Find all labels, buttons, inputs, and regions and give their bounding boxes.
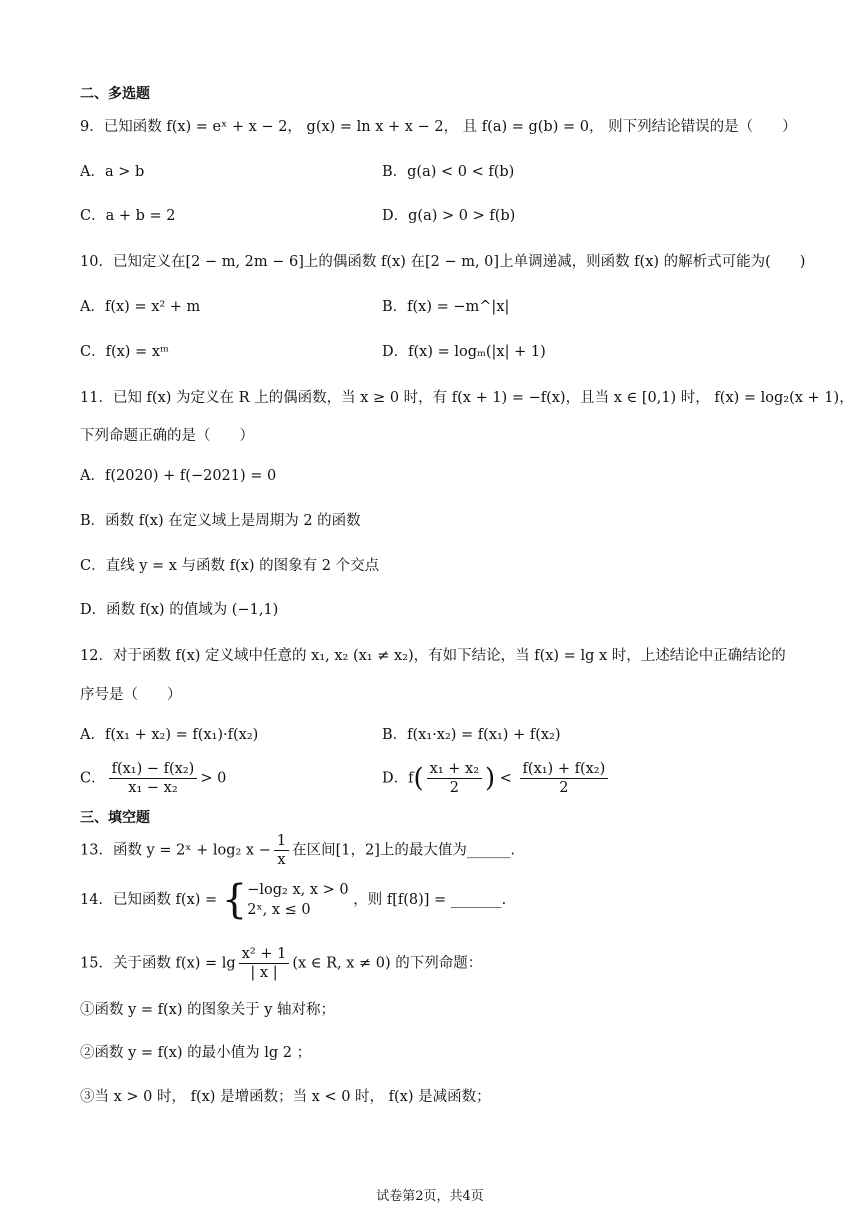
question-15-stem xyxy=(80,945,482,982)
question-15-item-1: ①函数 y = f(x) 的图象关于 y 轴对称； xyxy=(80,1002,336,1018)
question-9-stem: 9．已知函数 f(x) = eˣ + x − 2， g(x) = ln x + x − 2， 且 f(a) = g(b) = 0， 则下列结论错误的是（ ） xyxy=(80,119,797,135)
question-13 xyxy=(80,832,515,869)
question-11-option-b: B．函数 f(x) 在定义域上是周期为 2 的函数 xyxy=(80,513,361,529)
question-10-option-a: A．f(x) = x² + m xyxy=(80,299,201,315)
question-10-option-b: B．f(x) = −m^|x| xyxy=(382,299,510,315)
fraction-numerator: x₁ + x₂ xyxy=(427,760,482,779)
fraction-denominator: 2 xyxy=(449,780,459,796)
question-10-stem: 10．已知定义在[2 − m, 2m − 6]上的偶函数 f(x) 在[2 − m, 0]上单调递减，则函数 f(x) 的解析式可能为( ) xyxy=(80,254,806,270)
q13-pre: 13．函数 y = 2ˣ + log₂ x − xyxy=(80,842,271,859)
section-heading-fill: 三、填空题 xyxy=(80,810,150,826)
option-d-fraction-right xyxy=(520,760,609,797)
fraction-numerator: f(x₁) − f(x₂) xyxy=(109,760,198,779)
question-12-stem-line2: 序号是（ ） xyxy=(80,687,182,703)
fraction-numerator: 1 xyxy=(274,832,289,851)
fraction-denominator: x xyxy=(277,852,286,868)
piecewise-cases xyxy=(247,880,348,920)
q15-post: (x ∈ R, x ≠ 0) 的下列命题： xyxy=(292,955,483,972)
case-2: 2ˣ, x ≤ 0 xyxy=(247,902,311,918)
fraction-numerator: f(x₁) + f(x₂) xyxy=(520,760,609,779)
q13-fraction xyxy=(274,832,289,869)
option-d-fraction-left xyxy=(427,760,482,797)
case-1: −log₂ x, x > 0 xyxy=(247,882,349,898)
question-9-option-b: B．g(a) < 0 < f(b) xyxy=(382,164,515,180)
question-12-option-a: A．f(x₁ + x₂) = f(x₁)·f(x₂) xyxy=(80,727,259,743)
question-11-stem-line1: 11．已知 f(x) 为定义在 R 上的偶函数，当 x ≥ 0 时，有 f(x + 1) = −f(x)，且当 x ∈ [0,1) 时， f(x) = log₂(x + 1)， xyxy=(80,390,854,406)
question-11-option-a: A．f(2020) + f(−2021) = 0 xyxy=(80,468,277,484)
option-c-fraction xyxy=(109,760,198,797)
question-9-option-c: C．a + b = 2 xyxy=(80,208,176,224)
section-heading-multi: 二、多选题 xyxy=(80,86,150,102)
question-15-item-2: ②函数 y = f(x) 的最小值为 lg 2 ； xyxy=(80,1045,312,1061)
question-9-option-d: D．g(a) > 0 > f(b) xyxy=(382,208,516,224)
question-11-option-c: C．直线 y = x 与函数 f(x) 的图象有 2 个交点 xyxy=(80,558,380,574)
q14-pre: 14．已知函数 f(x) = xyxy=(80,892,218,908)
question-11-option-d: D．函数 f(x) 的值域为 (−1,1) xyxy=(80,602,279,618)
q14-post: ，则 f[f(8)] = _______. xyxy=(353,892,507,908)
question-12-option-b: B．f(x₁·x₂) = f(x₁) + f(x₂) xyxy=(382,727,561,743)
option-d-label: D．f xyxy=(382,770,414,787)
question-10-option-d: D．f(x) = logₘ(|x| + 1) xyxy=(382,344,546,360)
option-d-less-than: < xyxy=(499,770,512,787)
fraction-denominator: 2 xyxy=(559,780,569,796)
fraction-denominator: x₁ − x₂ xyxy=(128,780,178,796)
page-footer: 试卷第2页，共4页 xyxy=(376,1189,484,1204)
question-12-option-c xyxy=(80,760,226,797)
piecewise-brace: { xyxy=(221,877,248,923)
fraction-numerator: x² + 1 xyxy=(239,945,290,964)
question-15-item-3: ③当 x > 0 时， f(x) 是增函数；当 x < 0 时， f(x) 是减函数； xyxy=(80,1089,491,1105)
question-10-option-c: C．f(x) = xᵐ xyxy=(80,344,169,360)
option-c-rhs: > 0 xyxy=(200,770,227,787)
q13-post: 在区间[1，2]上的最大值为______. xyxy=(292,842,515,859)
question-14 xyxy=(80,877,507,923)
option-c-label: C． xyxy=(80,770,106,787)
question-12-stem-line1: 12．对于函数 f(x) 定义域中任意的 x₁, x₂ (x₁ ≠ x₂)，有如下结论，当 f(x) = lg x 时，上述结论中正确结论的 xyxy=(80,648,786,664)
question-9-option-a: A．a > b xyxy=(80,164,145,180)
q15-pre: 15．关于函数 f(x) = lg xyxy=(80,955,236,972)
question-12-option-d: D．f( $\frac{\text{x₁ + x₂}}{2}$ ) < $\frac{\text{f(x₁) + f(x₂)}}{2}$ xyxy=(382,760,611,797)
q15-fraction xyxy=(239,945,290,982)
question-11-stem-line2: 下列命题正确的是（ ） xyxy=(80,428,254,444)
fraction-denominator: | x | xyxy=(250,965,278,981)
